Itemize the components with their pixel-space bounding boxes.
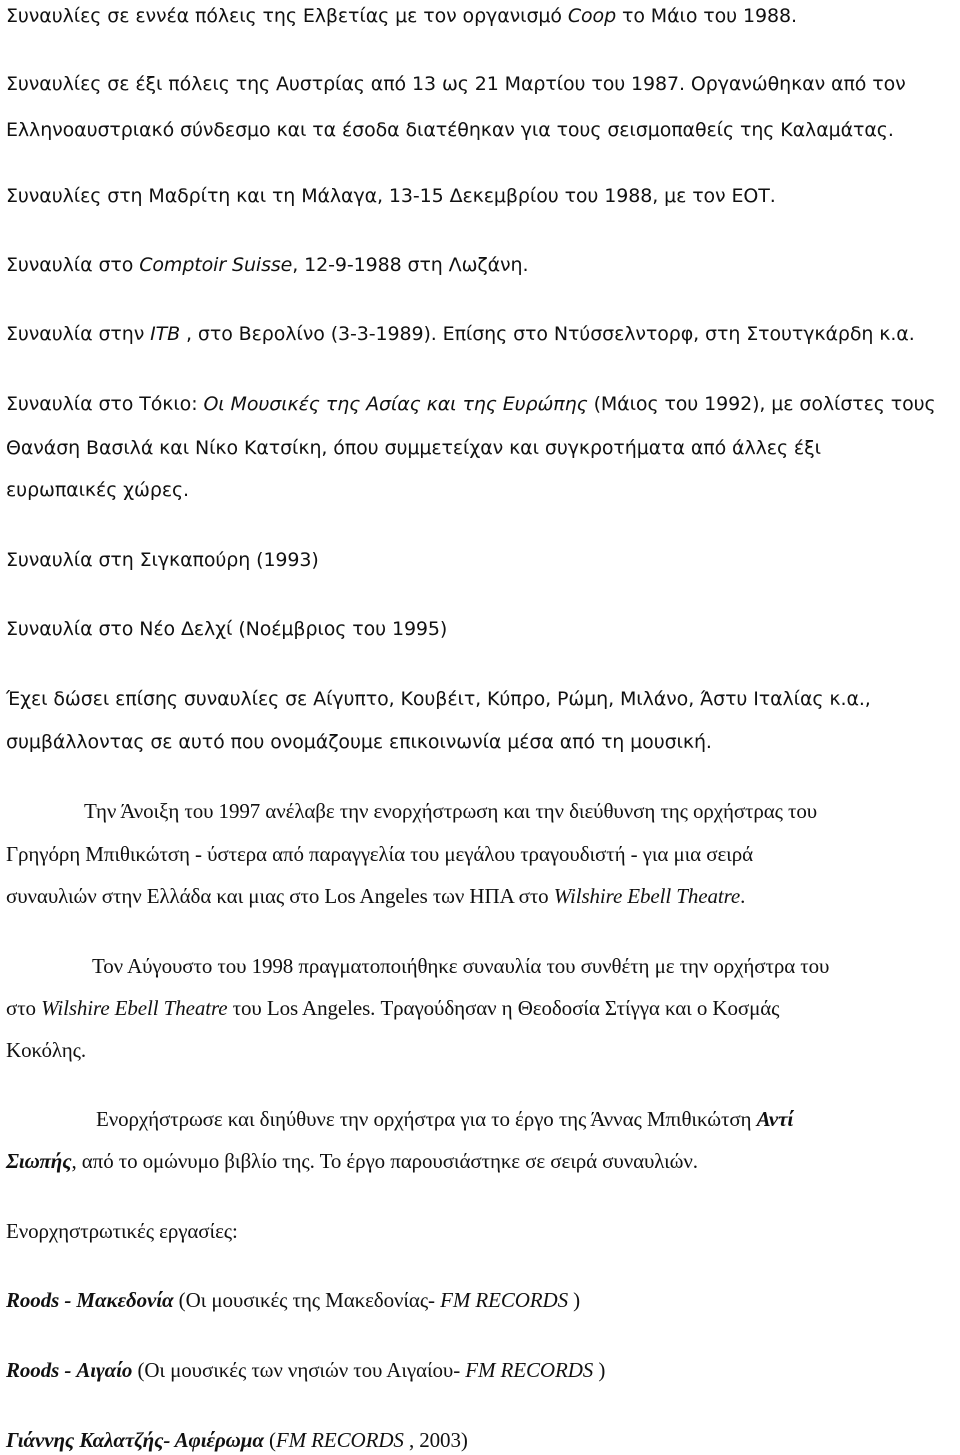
paragraph-anti-siopis-line1	[96, 1106, 793, 1132]
text: Συναυλίες σε έξι πόλεις της Αυστρίας από 13 ως 21 Μαρτίου του 1987. Οργανώθηκαν από τον	[6, 73, 906, 95]
text: Έχει δώσει επίσης συναυλίες σε Αίγυπτο, Κουβέιτ, Κύπρο, Ρώμη, Μιλάνο, Άστυ Ιταλίας κ.α.,	[6, 688, 871, 710]
paragraph-anti-siopis-line2	[6, 1148, 698, 1174]
paragraph-lausanne	[6, 252, 528, 278]
text: Ενορχηστρωτικές εργασίες:	[6, 1219, 238, 1243]
paragraph-berlin	[6, 321, 915, 347]
paragraph-spring-1997-line1	[84, 798, 817, 824]
text: Ενορχήστρωσε και διηύθυνε την ορχήστρα για το έργο της Άννας Μπιθικώτση	[96, 1107, 757, 1131]
text: Τον Αύγουστο του 1998 πραγματοποιήθηκε συναυλία του συνθέτη με την ορχήστρα του	[92, 954, 830, 978]
work-title: Roods - Μακεδονία	[6, 1288, 174, 1312]
paragraph-austria-line2	[6, 117, 894, 143]
work-title: Roods - Αιγαίο	[6, 1358, 133, 1382]
paragraph-other-concerts-line1	[6, 686, 871, 712]
text: , από το ομώνυμο βιβλίο της. Το έργο παρουσιάστηκε σε σειρά συναυλιών.	[71, 1149, 698, 1173]
paragraph-tokyo-line1	[6, 391, 936, 417]
text: Κοκόλης.	[6, 1038, 87, 1062]
paragraph-spain	[6, 183, 776, 209]
paragraph-singapore	[6, 547, 319, 573]
event-name: ITB	[150, 323, 181, 345]
text: (	[263, 1428, 276, 1452]
paragraph-august-1998-line3	[6, 1037, 86, 1063]
text: Συναυλία στο Νέο Δελχί (Νοέμβριος του 1995)	[6, 618, 448, 640]
paragraph-spring-1997-line3	[6, 883, 745, 909]
work-title: Αντί	[756, 1107, 794, 1131]
text: Συναυλία στο	[6, 254, 140, 276]
event-name: Comptoir Suisse	[139, 254, 293, 276]
text: συναυλιών στην Ελλάδα και μιας στο Los Angeles των ΗΠΑ στο	[6, 884, 554, 908]
text: συμβάλλοντας σε αυτό που ονομάζουμε επικοινωνία μέσα από τη μουσική.	[6, 731, 712, 753]
text: Την Άνοιξη του 1997 ανέλαβε την ενορχήστρωση και την διεύθυνση της ορχήστρας του	[84, 799, 818, 823]
text: Συναυλίες σε εννέα πόλεις της Ελβετίας με τον οργανισμό	[6, 5, 568, 27]
venue-name: Wilshire Ebell Theatre	[553, 884, 741, 908]
text: Συναυλία στη Σιγκαπούρη (1993)	[6, 549, 319, 571]
venue-name: Wilshire Ebell Theatre	[41, 996, 228, 1020]
text: (Οι μουσικές των νησιών του Αιγαίου-	[132, 1358, 466, 1382]
orchestration-works-heading	[6, 1218, 238, 1244]
concert-title: Οι Μουσικές της Ασίας και της Ευρώπης	[203, 393, 588, 415]
text: ευρωπαικές χώρες.	[6, 479, 189, 501]
text: το Μάιο του 1988.	[616, 5, 797, 27]
text: Συναυλία στο Τόκιο:	[6, 393, 204, 415]
text: Συναυλίες στη Μαδρίτη και τη Μάλαγα, 13-15 Δεκεμβρίου του 1988, με τον ΕΟΤ.	[6, 185, 776, 207]
text: στο	[6, 996, 42, 1020]
work-item-kalatzis	[6, 1427, 468, 1453]
paragraph-austria-line1	[6, 71, 906, 97]
text: .	[740, 884, 746, 908]
paragraph-spring-1997-line2	[6, 841, 753, 867]
paragraph-switzerland	[6, 3, 797, 29]
text: , 12-9-1988 στη Λωζάνη.	[292, 254, 529, 276]
paragraph-new-delhi	[6, 616, 447, 642]
text: , 2003)	[403, 1428, 468, 1452]
paragraph-tokyo-line3	[6, 477, 189, 503]
label-name: FM RECORDS	[440, 1288, 569, 1312]
label-name: FM RECORDS	[465, 1358, 594, 1382]
text: Θανάση Βασιλά και Νίκο Κατσίκη, όπου συμμετείχαν και συγκροτήματα από άλλες έξι	[6, 437, 821, 459]
work-item-aegean	[6, 1357, 605, 1383]
text: Ελληνοαυστριακό σύνδεσμο και τα έσοδα διατέθηκαν για τους σεισμοπαθείς της Καλαμάτας.	[6, 119, 894, 141]
paragraph-august-1998-line1	[92, 953, 829, 979]
paragraph-august-1998-line2	[6, 995, 779, 1021]
coop-name: Coop	[567, 5, 617, 27]
text: Γρηγόρη Μπιθικώτση - ύστερα από παραγγελία του μεγάλου τραγουδιστή - για μια σειρά	[6, 842, 754, 866]
text: Συναυλία στην	[6, 323, 151, 345]
text: (Οι μουσικές της Μακεδονίας-	[173, 1288, 441, 1312]
paragraph-tokyo-line2	[6, 435, 821, 461]
work-title: Γιάννης Καλατζής- Αφιέρωμα	[6, 1428, 264, 1452]
text: )	[568, 1288, 581, 1312]
work-item-macedonia	[6, 1287, 580, 1313]
work-title: Σιωπής	[6, 1149, 72, 1173]
text: , στο Βερολίνο (3-3-1989). Επίσης στο Ντύσσελντορφ, στη Στουτγκάρδη κ.α.	[180, 323, 915, 345]
label-name: FM RECORDS	[275, 1428, 404, 1452]
text: (Μάιος του 1992), με σολίστες τους	[587, 393, 936, 415]
paragraph-other-concerts-line2	[6, 729, 712, 755]
text: )	[593, 1358, 606, 1382]
text: του Los Angeles. Τραγούδησαν η Θεοδοσία Στίγγα και ο Κοσμάς	[227, 996, 780, 1020]
